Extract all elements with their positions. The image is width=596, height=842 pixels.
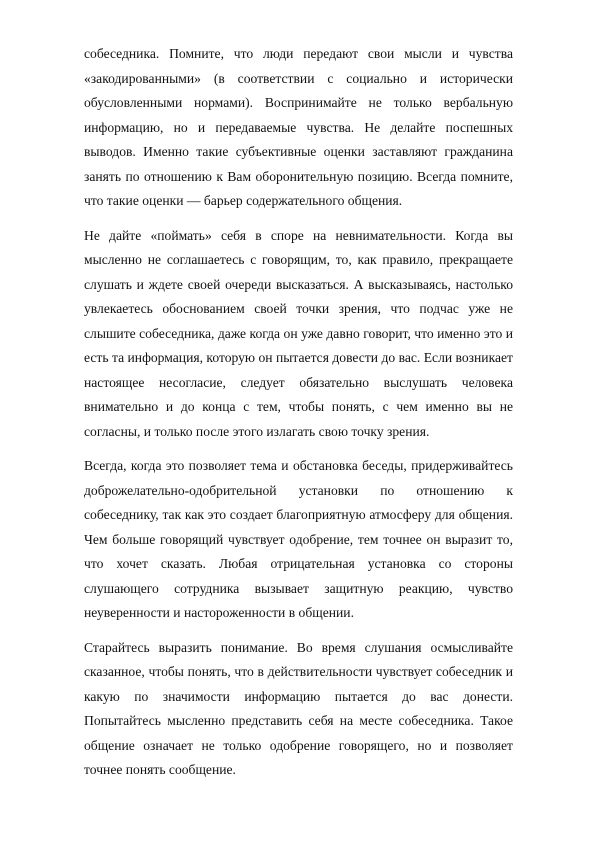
paragraph-1: собеседника. Помните, что люди передают свои мысли и чувства «закодированными» (в соответствии с социально и исторически обусловленными нормами). Воспринимайте не только вербальную информацию, но и передаваемые чувства. Не делайте поспешных выводов. Именно такие субъективные оценки заставляют гражданина занять по отношению к Вам оборонительную позицию. Всегда помните, что такие оценки — барьер содержательного общения.	[84, 46, 513, 208]
paragraph-2: Не дайте «поймать» себя в споре на невнимательности. Когда вы мысленно не соглашаетесь с говорящим, то, как правило, прекращаете слушать и ждете своей очереди высказаться. А высказываясь, настолько увлекаетесь обоснованием своей точки зрения, что подчас уже не слышите собеседника, даже когда он уже давно говорит, что именно это и есть та информация, которую он пытается довести до вас. Если возникает настоящее несогласие, следует обязательно выслушать человека внимательно и до конца с тем, чтобы понять, с чем именно вы не согласны, и только после этого излагать свою точку зрения.	[84, 227, 513, 439]
paragraph-4: Старайтесь выразить понимание. Во время слушания осмысливайте сказанное, чтобы понять, что в действительности чувствует собеседник и какую по значимости информацию пытается до вас донести. Попытайтесь мысленно представить себя на месте собеседника. Такое общение означает не только одобрение говорящего, но и позволяет точнее понять сообщение.	[84, 639, 513, 777]
paragraph-3: Всегда, когда это позволяет тема и обстановка беседы, придерживайтесь доброжелательно-одобрительной установки по отношению к собеседнику, так как это создает благоприятную атмосферу для общения. Чем больше говорящий чувствует одобрение, тем точнее он выразит то, что хочет сказать. Любая отрицательная установка со стороны слушающего сотрудника вызывает защитную реакцию, чувство неуверенности и настороженности в общении.	[84, 458, 513, 620]
document-page	[84, 42, 513, 793]
